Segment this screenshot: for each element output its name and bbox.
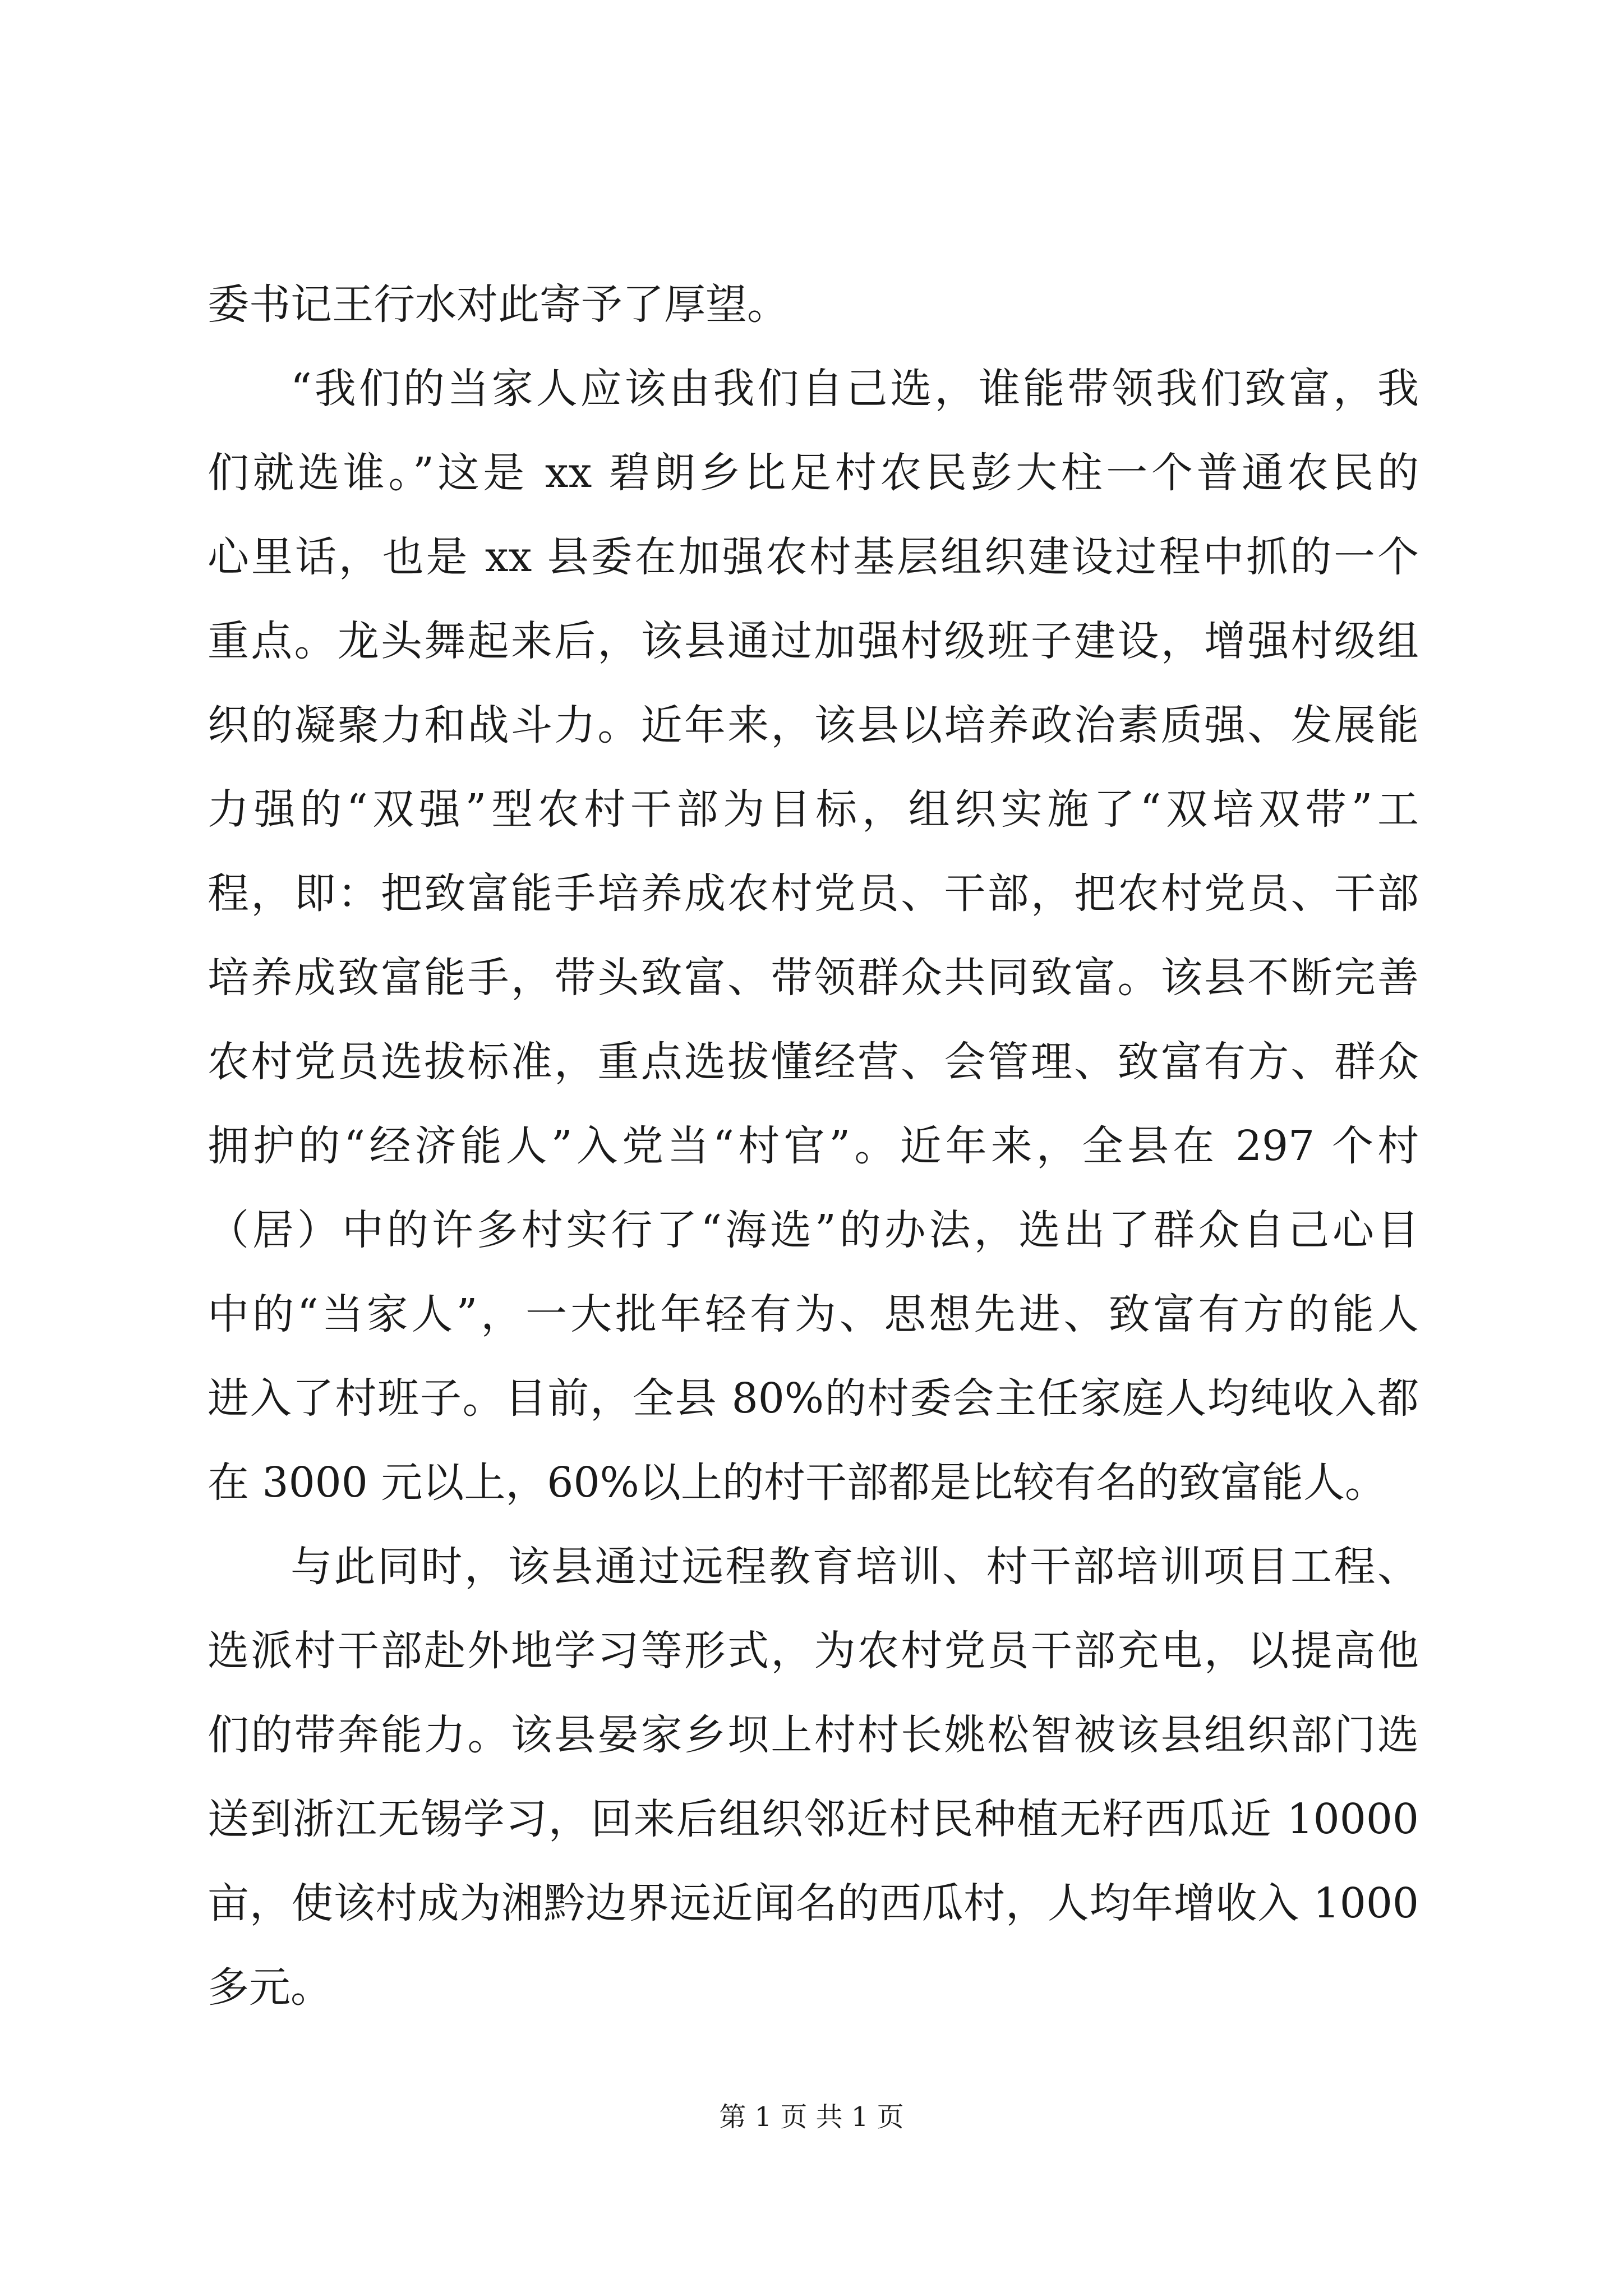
text-line: 力强的“双强”型农村干部为目标，组织实施了“双培双带”工 bbox=[208, 785, 1419, 834]
text-line: 重点。龙头舞起来后，该县通过加强村级班子建设，增强村级组 bbox=[208, 617, 1419, 665]
text-line: 织的凝聚力和战斗力。近年来，该县以培养政治素质强、发展能 bbox=[208, 701, 1419, 749]
text-line: 进入了村班子。目前，全县 80%的村委会主任家庭人均纯收入都 bbox=[208, 1374, 1419, 1423]
text-line: 心里话，也是 xx 县委在加强农村基层组织建设过程中抓的一个 bbox=[208, 533, 1419, 581]
text-line: 培养成致富能手，带头致富、带领群众共同致富。该县不断完善 bbox=[208, 954, 1419, 1002]
text-line: 亩，使该村成为湘黔边界远近闻名的西瓜村，人均年增收入 1000 bbox=[208, 1879, 1419, 1927]
text-line: 多元。 bbox=[208, 1963, 332, 2012]
text-line: 选派村干部赴外地学习等形式，为农村党员干部充电，以提高他 bbox=[208, 1627, 1419, 1675]
text-line: 们就选谁。”这是 xx 碧朗乡比足村农民彭大柱一个普通农民的 bbox=[208, 449, 1419, 497]
text-line: 程，即：把致富能手培养成农村党员、干部，把农村党员、干部 bbox=[208, 869, 1419, 918]
text-line: 们的带奔能力。该县晏家乡坝上村村长姚松智被该县组织部门选 bbox=[208, 1711, 1419, 1759]
text-line: 拥护的“经济能人”入党当“村官”。近年来，全县在 297 个村 bbox=[208, 1122, 1419, 1170]
text-line: （居）中的许多村实行了“海选”的办法，选出了群众自己心目 bbox=[208, 1206, 1419, 1254]
text-line: 农村党员选拔标准，重点选拔懂经营、会管理、致富有方、群众 bbox=[208, 1038, 1419, 1086]
text-line: 中的“当家人”，一大批年轻有为、思想先进、致富有方的能人 bbox=[208, 1290, 1419, 1338]
page-footer: 第 1 页 共 1 页 bbox=[719, 2101, 904, 2133]
text-line: 送到浙江无锡学习，回来后组织邻近村民种植无籽西瓜近 10000 bbox=[208, 1795, 1419, 1843]
text-line: 在 3000 元以上，60%以上的村干部都是比较有名的致富能人。 bbox=[208, 1458, 1386, 1507]
text-line: 委书记王行水对此寄予了厚望。 bbox=[208, 280, 789, 329]
text-line: “我们的当家人应该由我们自己选，谁能带领我们致富，我 bbox=[291, 365, 1419, 413]
document-body bbox=[208, 263, 1419, 2030]
text-line: 与此同时，该县通过远程教育培训、村干部培训项目工程、 bbox=[291, 1543, 1419, 1591]
